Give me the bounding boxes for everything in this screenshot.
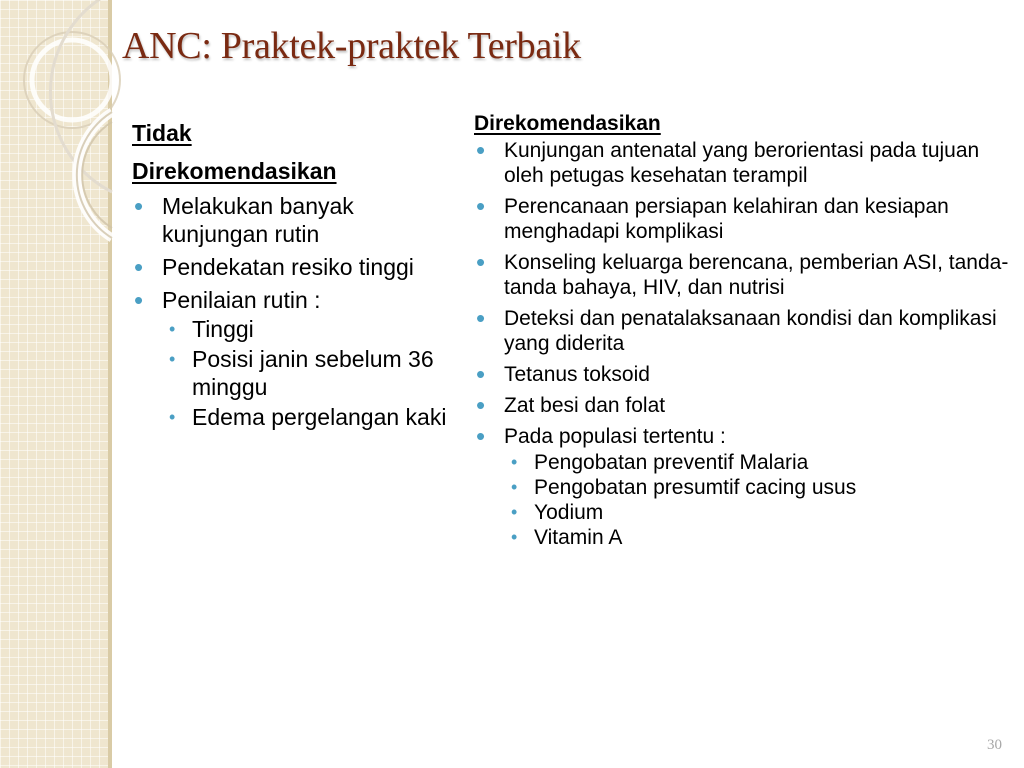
list-item: • Deteksi dan penatalaksanaan kondisi dan komplikasi yang diderita [474,306,1019,356]
sub-list-item: • Pengobatan presumtif cacing usus [504,475,1019,500]
heading-line-2: Direkomendasikan [132,158,337,184]
list-item-label: Penilaian rutin : [162,287,321,313]
sub-list-item: • Tinggi [162,315,452,343]
sub-list [504,450,1019,550]
list-item: • Melakukan banyak kunjungan rutin [132,192,452,248]
list-item: • Konseling keluarga berencana, pemberian ASI, tanda-tanda bahaya, HIV, dan nutrisi [474,250,1019,300]
list-item-label: Pada populasi tertentu : [504,425,726,448]
list-item: • Kunjungan antenatal yang berorientasi pada tujuan oleh petugas kesehatan terampil [474,138,1019,188]
not-recommended-list [132,192,452,431]
list-item: • Pendekatan resiko tinggi [132,253,452,281]
side-panel-edge [108,0,112,768]
sub-list-item: • Pengobatan preventif Malaria [504,450,1019,475]
sub-list-item: • Yodium [504,500,1019,525]
recommended-column [474,110,1019,556]
sub-list-item: • Edema pergelangan kaki [162,403,452,431]
list-item: • Zat besi dan folat [474,393,1019,418]
not-recommended-column [132,114,452,436]
recommended-heading: Direkomendasikan [474,112,661,135]
recommended-list [474,138,1019,550]
decorative-side-panel [0,0,112,768]
heading-line-1: Tidak [132,120,192,146]
list-item: • Perencanaan persiapan kelahiran dan kesiapan menghadapi komplikasi [474,194,1019,244]
page-number: 30 [987,737,1002,753]
sub-list [162,315,452,431]
not-recommended-heading [132,114,452,190]
list-item: • Tetanus toksoid [474,362,1019,387]
slide-title: ANC: Praktek-praktek Terbaik [122,25,581,67]
sub-list-item: • Vitamin A [504,525,1019,550]
sub-list-item: • Posisi janin sebelum 36 minggu [162,345,452,401]
list-item [132,286,452,431]
list-item [474,424,1019,550]
